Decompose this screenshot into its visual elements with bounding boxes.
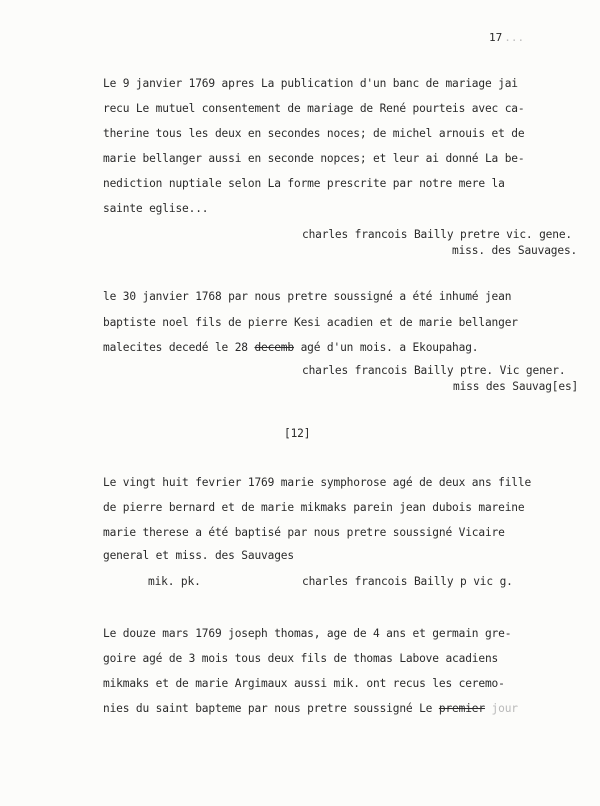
entry2-line2: baptiste noel fils de pierre Kesi acadien et de marie bellanger [103, 316, 518, 329]
entry3-line1: Le vingt huit fevrier 1769 marie symphorose agé de deux ans fille [103, 476, 532, 489]
entry2-signature-line2: miss des Sauvag[es] [453, 380, 579, 393]
entry2-line1: le 30 janvier 1768 par nous pretre soussigné a été inhumé jean [103, 290, 512, 303]
page-number [489, 31, 524, 44]
entry3-margin-note: mik. pk. [148, 575, 201, 588]
entry4-line4-text: nies du saint bapteme par nous pretre soussigné Le [103, 702, 439, 715]
entry3-line2: de pierre bernard et de marie mikmaks parein jean dubois mareine [103, 501, 525, 514]
page-number-suffix: ... [504, 31, 525, 44]
entry2-line3 [103, 341, 478, 355]
entry4-line3: mikmaks et de marie Argimaux aussi mik. ont recus les ceremo- [103, 677, 505, 690]
entry1-line5: nediction nuptiale selon La forme prescrite par notre mere la [103, 177, 505, 190]
entry1-line1: Le 9 janvier 1769 apres La publication d'un banc de mariage jai [103, 77, 518, 90]
entry3-signature: charles francois Bailly p vic g. [302, 575, 513, 588]
entry1-line3: therine tous les deux en secondes noces; de michel arnouis et de [103, 127, 525, 140]
struck-word: premier [438, 702, 485, 715]
entry1-signature-line2: miss. des Sauvages. [452, 244, 578, 257]
entry4-line1: Le douze mars 1769 joseph thomas, age de 4 ans et germain gre- [103, 627, 512, 640]
entry2-signature-line1: charles francois Bailly ptre. Vic gener. [302, 364, 566, 377]
entry3-line4: general et miss. des Sauvages [103, 549, 294, 562]
section-marker: [12] [284, 427, 311, 440]
entry1-line6: sainte eglise... [103, 202, 209, 215]
entry4-line4 [103, 702, 518, 716]
entry2-line3-text: malecites decedé le 28 [103, 341, 255, 354]
entry1-signature-line1: charles francois Bailly pretre vic. gene. [302, 228, 573, 241]
page-number-value: 17 [489, 31, 503, 44]
struck-word: decemb [254, 341, 294, 354]
entry1-line2: recu Le mutuel consentement de mariage de René pourteis avec ca- [103, 102, 525, 115]
entry2-line3-tail: agé d'un mois. a Ekoupahag. [293, 341, 479, 354]
entry4-line2: goire agé de 3 mois tous deux fils de thomas Labove acadiens [103, 652, 499, 665]
entry1-line4: marie bellanger aussi en seconde nopces; et leur ai donné La be- [103, 152, 525, 165]
entry3-line3: marie therese a été baptisé par nous pretre soussigné Vicaire [103, 526, 505, 539]
faded-word: jour [484, 702, 518, 715]
